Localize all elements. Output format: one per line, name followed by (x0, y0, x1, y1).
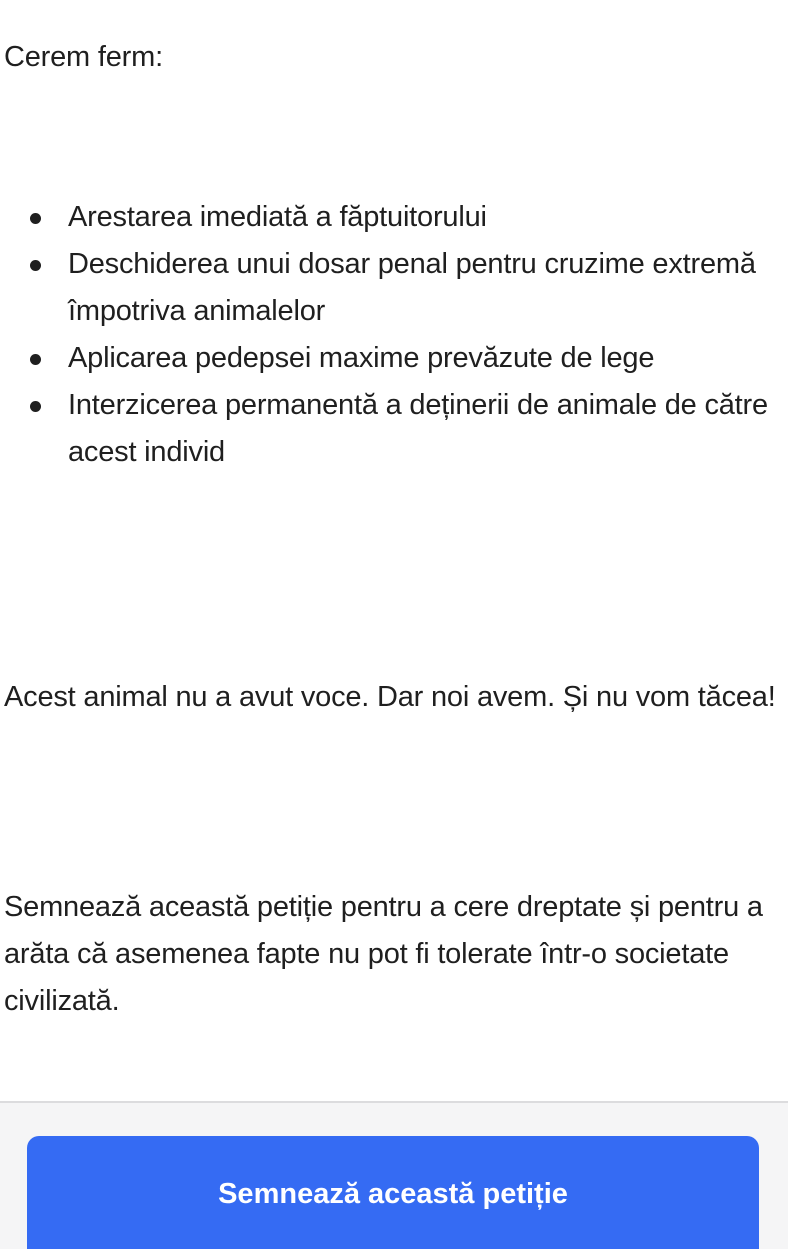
sign-petition-button[interactable] (27, 1136, 759, 1249)
sign-petition-button-label: Semnează această petiție (218, 1178, 568, 1210)
sticky-footer (0, 1101, 788, 1249)
bullet-icon (30, 354, 41, 365)
demands-list (0, 194, 788, 476)
demand-text: Interzicerea permanentă a deținerii de animale de către acest individ (68, 389, 768, 468)
bullet-icon (30, 260, 41, 271)
demand-text: Deschiderea unui dosar penal pentru cruzime extremă împotriva animalelor (68, 248, 756, 327)
list-item (68, 194, 788, 241)
intro-text: Cerem ferm: (4, 41, 163, 73)
list-item (68, 241, 788, 335)
bullet-icon (30, 401, 41, 412)
list-item (68, 335, 788, 382)
closing-text: Acest animal nu a avut voce. Dar noi avem. Și nu vom tăcea! (4, 681, 776, 713)
bullet-icon (30, 213, 41, 224)
demand-text: Arestarea imediată a făptuitorului (68, 201, 487, 233)
call-to-action-text: Semnează această petiție pentru a cere dreptate și pentru a arăta că asemenea fapte nu pot fi tolerate într-o societate civilizată. (4, 891, 763, 1017)
list-item (68, 382, 788, 476)
demand-text: Aplicarea pedepsei maxime prevăzute de lege (68, 342, 655, 374)
